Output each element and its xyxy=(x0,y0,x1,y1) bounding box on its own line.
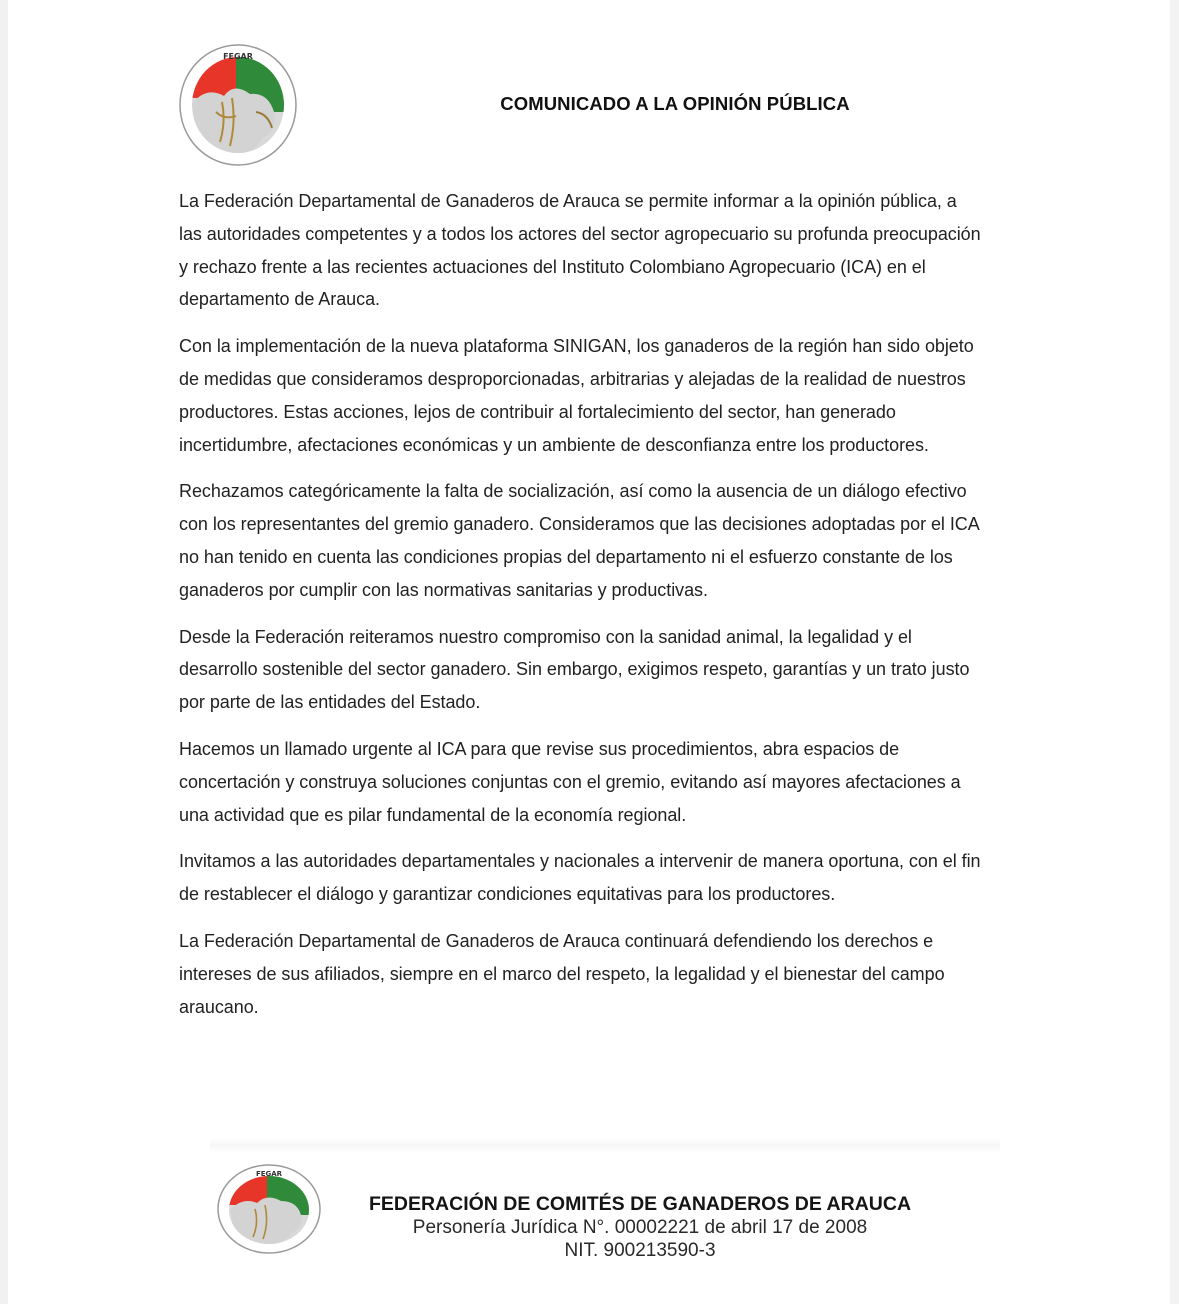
page-edge-left xyxy=(0,0,8,1304)
paragraph-line: y rechazo frente a las recientes actuaciones del Instituto Colombiano Agropecuario (ICA) en el xyxy=(179,256,926,277)
paragraph-3 xyxy=(179,475,1039,606)
paragraph-6 xyxy=(179,845,1039,911)
paragraph-line: Con la implementación de la nueva plataforma SINIGAN, los ganaderos de la región han sido objeto xyxy=(179,336,974,357)
paragraph-line: Hacemos un llamado urgente al ICA para que revise sus procedimientos, abra espacios de xyxy=(179,738,900,759)
paragraph-line: productores. Estas acciones, lejos de contribuir al fortalecimiento del sector, han generado xyxy=(179,401,896,422)
paragraph-line: intereses de sus afiliados, siempre en el marco del respeto, la legalidad y el bienestar del campo xyxy=(179,963,945,984)
logo-fegar-text: FEGAR xyxy=(223,52,253,61)
fegar-logo-icon xyxy=(176,42,300,168)
logo-fegar-text: FEGAR xyxy=(255,1170,283,1178)
paragraph-line: departamento de Arauca. xyxy=(179,289,380,310)
page-title: COMUNICADO A LA OPINIÓN PÚBLICA xyxy=(500,93,850,114)
paragraph-line: de restablecer el diálogo y garantizar condiciones equitativas para los productores. xyxy=(179,884,836,905)
paragraph-7 xyxy=(179,925,1039,1023)
paragraph-line: Invitamos a las autoridades departamentales y nacionales a intervenir de manera oportuna, con el fin xyxy=(179,851,981,872)
paragraph-line: las autoridades competentes y a todos los actores del sector agropecuario su profunda preocupación xyxy=(179,223,981,244)
paragraph-line: por parte de las entidades del Estado. xyxy=(179,692,481,713)
paragraph-5 xyxy=(179,733,1039,831)
paragraph-line: La Federación Departamental de Ganaderos de Arauca se permite informar a la opinión pública, a xyxy=(179,191,957,211)
paragraph-line: ganaderos por cumplir con las normativas sanitarias y productivas. xyxy=(179,579,708,600)
paragraph-line: concertación y construya soluciones conjuntas con el gremio, evitando así mayores afectaciones a xyxy=(179,771,961,792)
footer-nit-line: NIT. 900213590-3 xyxy=(564,1240,716,1261)
paragraph-line: Rechazamos categóricamente la falta de socialización, así como la ausencia de un diálogo efectivo xyxy=(179,481,967,502)
footer-org-name: FEDERACIÓN DE COMITÉS DE GANADEROS DE ARAUCA xyxy=(368,1193,912,1215)
paragraph-line: incertidumbre, afectaciones económicas y un ambiente de desconfianza entre los productores. xyxy=(179,434,929,455)
footer-divider xyxy=(210,1138,1000,1152)
footer-legal-line: Personería Jurídica N°. 00002221 de abril 17 de 2008 xyxy=(412,1217,868,1238)
paragraph-line: araucano. xyxy=(179,996,259,1017)
paragraph-2 xyxy=(179,330,1039,461)
footer-letterhead xyxy=(330,1192,950,1262)
paragraph-1 xyxy=(179,185,1039,316)
page-edge-right xyxy=(1170,0,1179,1304)
paragraph-4 xyxy=(179,621,1039,719)
paragraph-line: Desde la Federación reiteramos nuestro compromiso con la sanidad animal, la legalidad y el xyxy=(179,626,912,647)
paragraph-line: con los representantes del gremio ganadero. Consideramos que las decisiones adoptadas por el ICA xyxy=(179,514,980,535)
paragraph-line: no han tenido en cuenta las condiciones propias del departamento ni el esfuerzo constante de los xyxy=(179,546,953,567)
paragraph-line: una actividad que es pilar fundamental de la economía regional. xyxy=(179,804,687,825)
paragraph-line: de medidas que consideramos desproporcionadas, arbitrarias y alejadas de la realidad de nuestros xyxy=(179,368,966,389)
paragraph-line: La Federación Departamental de Ganaderos de Arauca continuará defendiendo los derechos e xyxy=(179,930,934,951)
fegar-logo-icon xyxy=(215,1163,323,1255)
document-body xyxy=(179,185,1039,1037)
paragraph-line: desarrollo sostenible del sector ganadero. Sin embargo, exigimos respeto, garantías y un trato justo xyxy=(179,659,970,680)
